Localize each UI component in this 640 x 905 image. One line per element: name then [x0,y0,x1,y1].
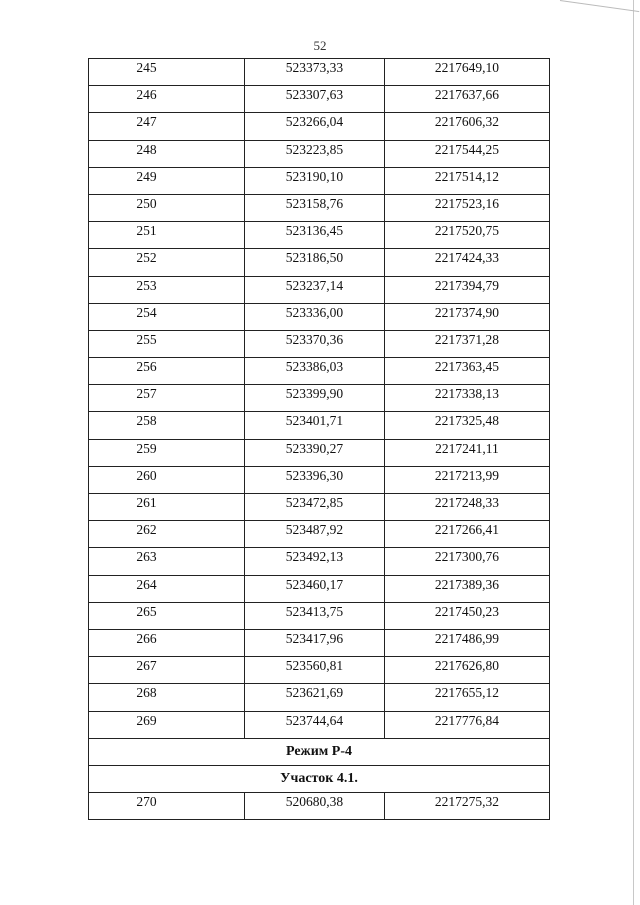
x-coordinate-cell: 523417,96 [244,629,384,656]
section-heading-mode: Режим Р-4 [89,738,550,765]
point-number-cell: 246 [89,86,245,113]
table-row [89,86,550,113]
x-coordinate-cell: 523399,90 [244,385,384,412]
table-row [89,249,550,276]
y-coordinate-cell: 2217248,33 [384,494,549,521]
point-number-cell: 251 [89,222,245,249]
y-coordinate-cell: 2217363,45 [384,358,549,385]
table-row [89,276,550,303]
y-coordinate-cell: 2217371,28 [384,330,549,357]
table-row [89,521,550,548]
x-coordinate-cell: 520680,38 [244,793,384,820]
x-coordinate-cell: 523386,03 [244,358,384,385]
x-coordinate-cell: 523190,10 [244,167,384,194]
x-coordinate-cell: 523158,76 [244,194,384,221]
table-row [89,494,550,521]
y-coordinate-cell: 2217649,10 [384,59,549,86]
x-coordinate-cell: 523413,75 [244,602,384,629]
x-coordinate-cell: 523744,64 [244,711,384,738]
point-number-cell: 268 [89,684,245,711]
point-number-cell: 252 [89,249,245,276]
x-coordinate-cell: 523460,17 [244,575,384,602]
point-number-cell: 267 [89,657,245,684]
y-coordinate-cell: 2217213,99 [384,466,549,493]
x-coordinate-cell: 523136,45 [244,222,384,249]
x-coordinate-cell: 523560,81 [244,657,384,684]
y-coordinate-cell: 2217523,16 [384,194,549,221]
point-number-cell: 266 [89,629,245,656]
point-number-cell: 256 [89,358,245,385]
x-coordinate-cell: 523401,71 [244,412,384,439]
y-coordinate-cell: 2217655,12 [384,684,549,711]
table-row [89,358,550,385]
point-number-cell: 259 [89,439,245,466]
table-row [89,684,550,711]
table-row [89,385,550,412]
point-number-cell: 260 [89,466,245,493]
point-number-cell: 269 [89,711,245,738]
section-heading-plot: Участок 4.1. [89,765,550,792]
section-heading-mode-row [89,738,550,765]
point-number-cell: 255 [89,330,245,357]
table-row [89,602,550,629]
x-coordinate-cell: 523186,50 [244,249,384,276]
x-coordinate-cell: 523307,63 [244,86,384,113]
point-number-cell: 245 [89,59,245,86]
table-row [89,466,550,493]
table-row [89,548,550,575]
x-coordinate-cell: 523336,00 [244,303,384,330]
y-coordinate-cell: 2217450,23 [384,602,549,629]
table-row [89,412,550,439]
table-row [89,439,550,466]
point-number-cell: 253 [89,276,245,303]
x-coordinate-cell: 523373,33 [244,59,384,86]
y-coordinate-cell: 2217606,32 [384,113,549,140]
point-number-cell: 263 [89,548,245,575]
y-coordinate-cell: 2217374,90 [384,303,549,330]
y-coordinate-cell: 2217424,33 [384,249,549,276]
y-coordinate-cell: 2217637,66 [384,86,549,113]
table-row [89,793,550,820]
x-coordinate-cell: 523266,04 [244,113,384,140]
x-coordinate-cell: 523472,85 [244,494,384,521]
point-number-cell: 270 [89,793,245,820]
x-coordinate-cell: 523621,69 [244,684,384,711]
y-coordinate-cell: 2217776,84 [384,711,549,738]
y-coordinate-cell: 2217626,80 [384,657,549,684]
y-coordinate-cell: 2217544,25 [384,140,549,167]
section-heading-plot-row [89,765,550,792]
point-number-cell: 264 [89,575,245,602]
y-coordinate-cell: 2217266,41 [384,521,549,548]
x-coordinate-cell: 523370,36 [244,330,384,357]
table-row [89,303,550,330]
y-coordinate-cell: 2217389,36 [384,575,549,602]
y-coordinate-cell: 2217275,32 [384,793,549,820]
y-coordinate-cell: 2217394,79 [384,276,549,303]
point-number-cell: 265 [89,602,245,629]
y-coordinate-cell: 2217514,12 [384,167,549,194]
table-row [89,194,550,221]
point-number-cell: 248 [89,140,245,167]
table-row [89,167,550,194]
table-row [89,711,550,738]
table-row [89,113,550,140]
table-row [89,575,550,602]
point-number-cell: 261 [89,494,245,521]
x-coordinate-cell: 523492,13 [244,548,384,575]
x-coordinate-cell: 523390,27 [244,439,384,466]
table-row [89,629,550,656]
page-corner-line [560,0,639,12]
y-coordinate-cell: 2217241,11 [384,439,549,466]
x-coordinate-cell: 523237,14 [244,276,384,303]
point-number-cell: 250 [89,194,245,221]
point-number-cell: 257 [89,385,245,412]
table-row [89,140,550,167]
point-number-cell: 258 [89,412,245,439]
page-edge [633,0,634,905]
x-coordinate-cell: 523223,85 [244,140,384,167]
y-coordinate-cell: 2217325,48 [384,412,549,439]
point-number-cell: 254 [89,303,245,330]
y-coordinate-cell: 2217520,75 [384,222,549,249]
point-number-cell: 247 [89,113,245,140]
page-number: 52 [313,38,327,53]
table-row [89,59,550,86]
coordinates-table-body [89,59,550,820]
point-number-cell: 249 [89,167,245,194]
x-coordinate-cell: 523396,30 [244,466,384,493]
coordinates-table [88,58,550,820]
y-coordinate-cell: 2217486,99 [384,629,549,656]
table-row [89,222,550,249]
table-row [89,330,550,357]
y-coordinate-cell: 2217300,76 [384,548,549,575]
x-coordinate-cell: 523487,92 [244,521,384,548]
table-row [89,657,550,684]
y-coordinate-cell: 2217338,13 [384,385,549,412]
point-number-cell: 262 [89,521,245,548]
